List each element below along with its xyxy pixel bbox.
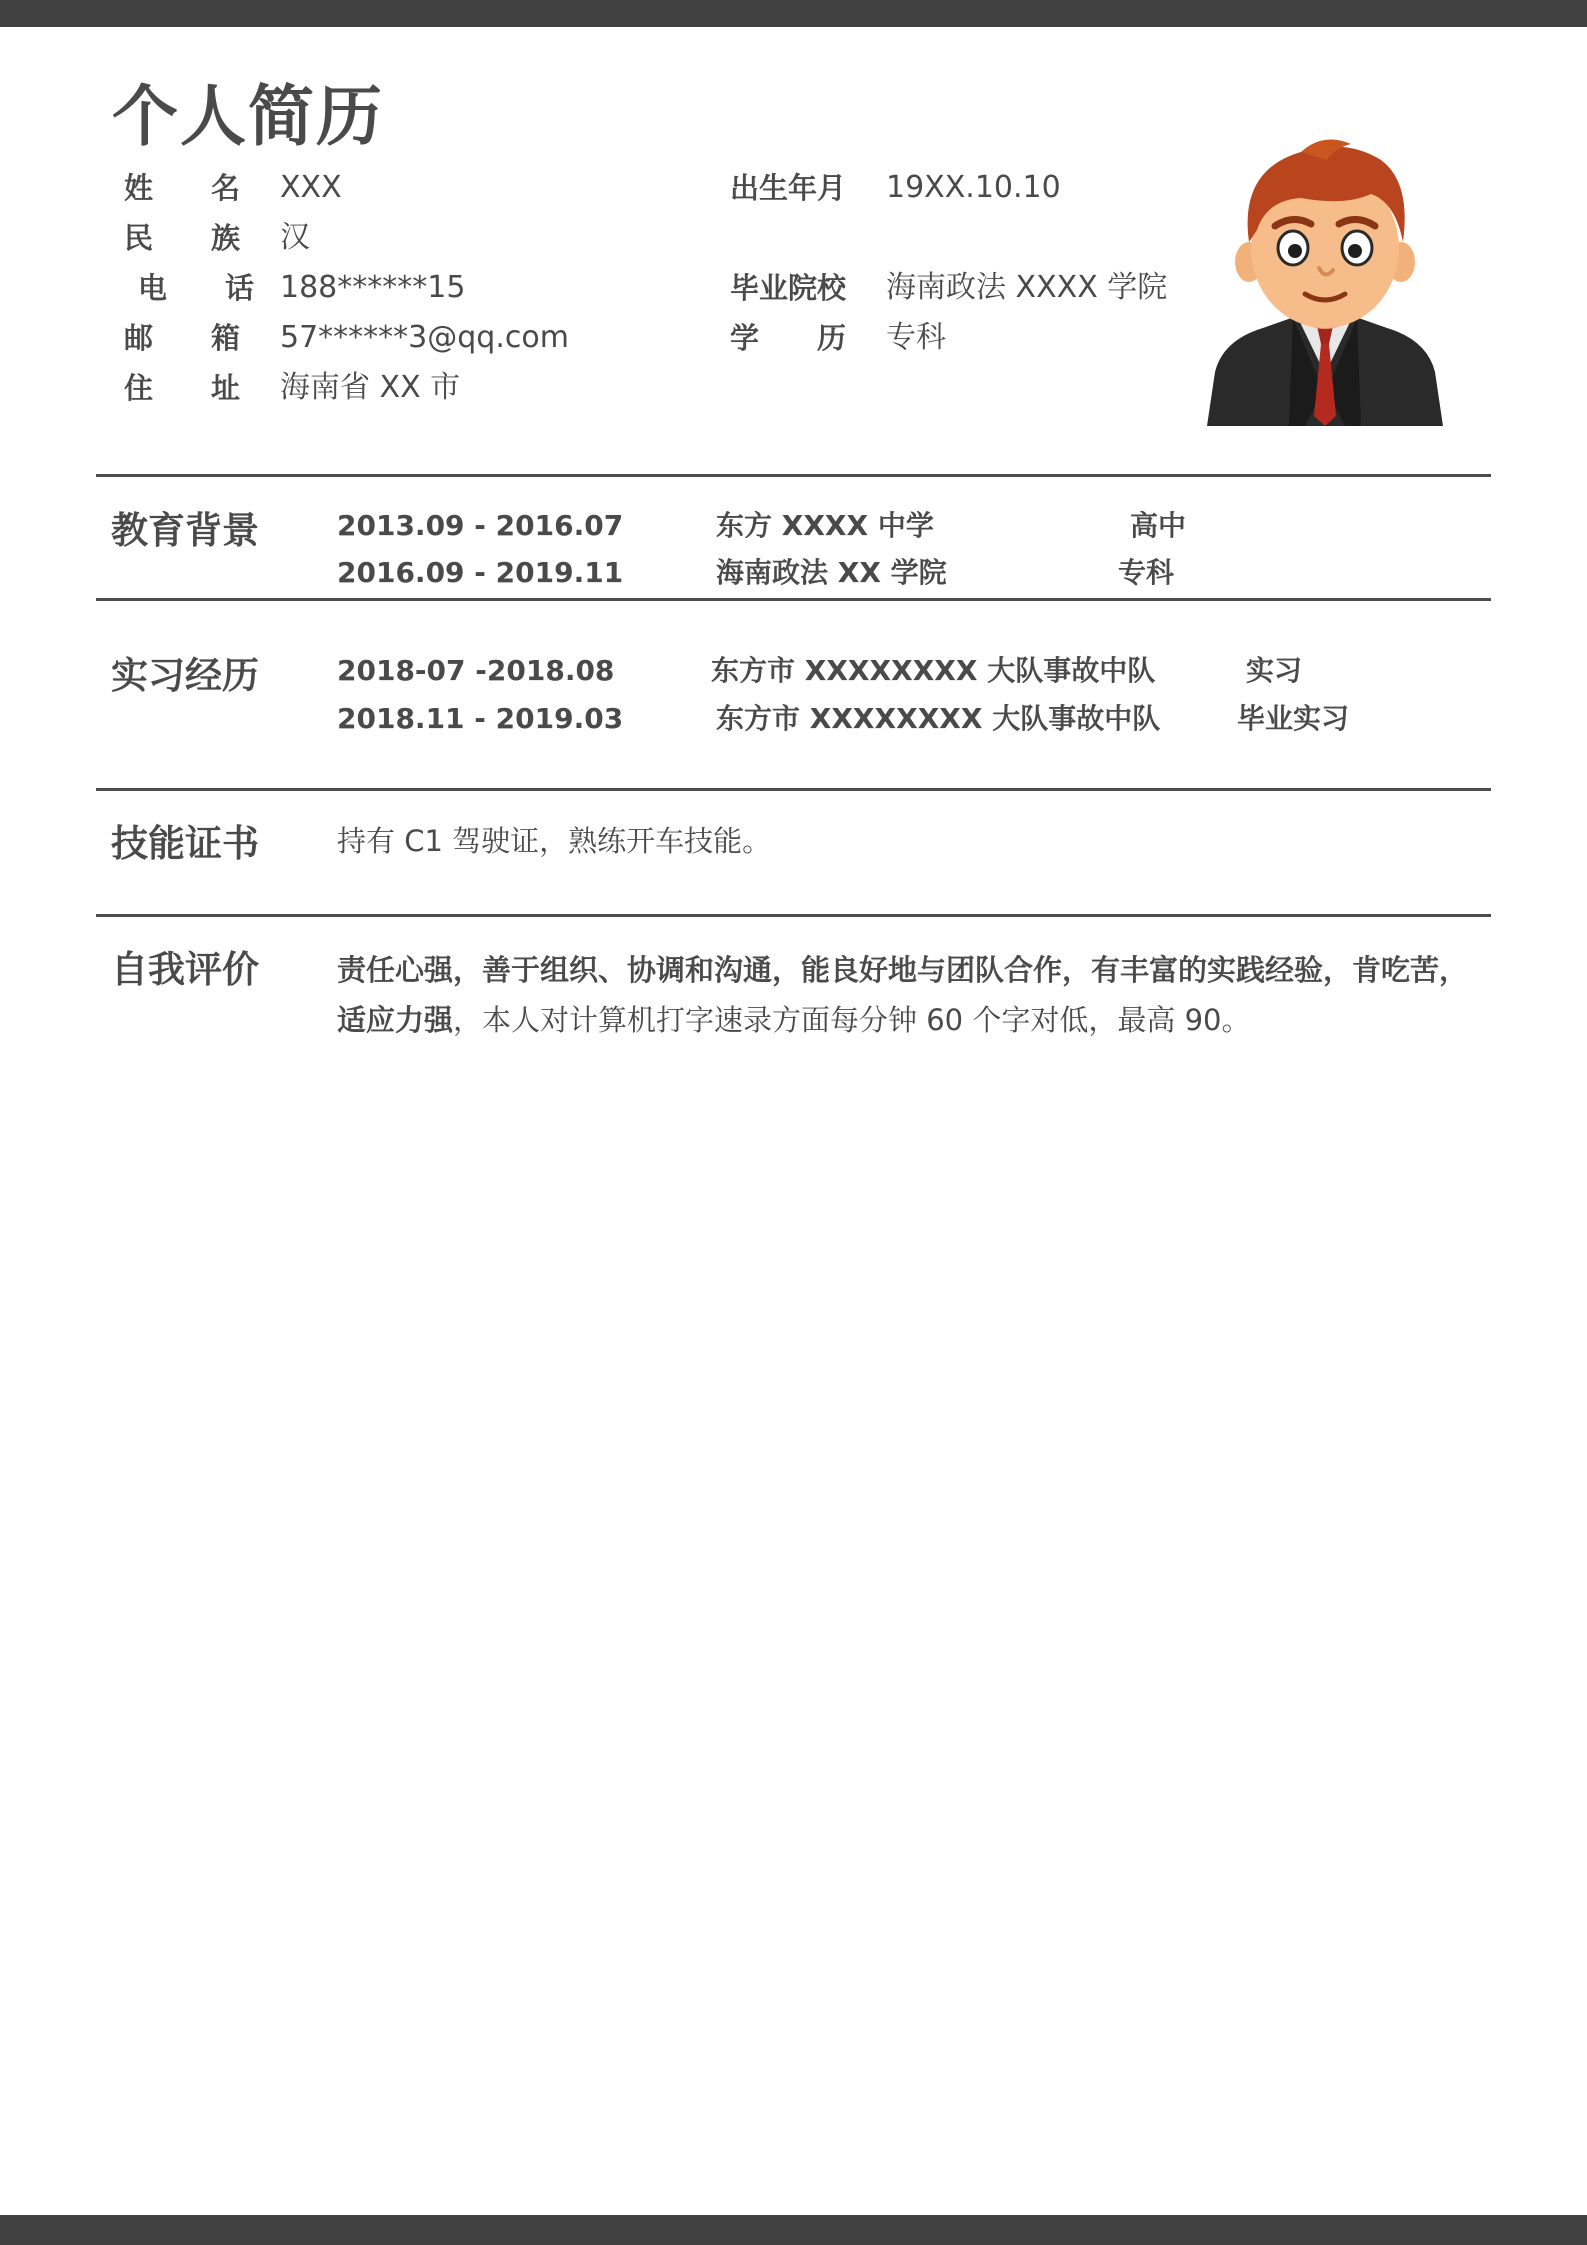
evaluation-text [337,945,1477,1045]
address-value: 海南省 XX 市 [280,370,461,405]
name-value: XXX [280,170,342,205]
education-school-1: 东方 XXXX 中学 [716,509,934,542]
divider-education-top [96,474,1491,477]
birth-label: 出生年月 [730,171,847,205]
phone-value: 188******15 [280,270,466,305]
section-title-evaluation: 自我评价 [111,948,259,991]
section-title-education: 教育背景 [111,509,259,552]
degree-label: 学 历 [730,321,847,355]
education-period-2: 2016.09 - 2019.11 [337,556,624,589]
divider-evaluation-top [96,914,1491,917]
divider-education-bottom [96,598,1491,601]
ethnicity-value: 汉 [280,220,310,255]
email-label: 邮 箱 [124,321,241,355]
name-label: 姓 名 [124,171,241,205]
internship-org-2: 东方市 XXXXXXXX 大队事故中队 [716,702,1161,735]
internship-role-1: 实习 [1246,654,1303,687]
education-level-2: 专科 [1118,556,1175,589]
email-value: 57******3@qq.com [280,320,569,355]
education-school-2: 海南政法 XX 学院 [716,556,947,589]
internship-period-1: 2018-07 -2018.08 [337,654,615,687]
address-label: 住 址 [124,371,241,405]
evaluation-bold-tail: 适应力强 [337,1003,454,1037]
skills-text: 持有 C1 驾驶证，熟练开车技能。 [337,824,772,858]
bottom-bar [0,2215,1587,2245]
section-title-internship: 实习经历 [111,654,259,697]
birth-value: 19XX.10.10 [886,170,1061,205]
internship-org-1: 东方市 XXXXXXXX 大队事故中队 [711,654,1156,687]
internship-period-2: 2018.11 - 2019.03 [337,702,624,735]
school-label: 毕业院校 [730,271,847,305]
evaluation-bold-line: 责任心强，善于组织、协调和沟通，能良好地与团队合作，有丰富的实践经验，肯吃苦， [337,953,1469,987]
degree-value: 专科 [886,320,946,355]
section-title-skills: 技能证书 [111,822,259,865]
avatar-illustration [1205,130,1445,426]
divider-skills-top [96,788,1491,791]
school-value: 海南政法 XXXX 学院 [886,270,1168,305]
education-period-1: 2013.09 - 2016.07 [337,509,624,542]
internship-role-2: 毕业实习 [1237,702,1350,735]
education-level-1: 高中 [1130,509,1187,542]
top-bar [0,0,1587,27]
phone-label: 电 话 [138,271,255,305]
resume-title: 个人简历 [112,78,384,155]
ethnicity-label: 民 族 [124,221,241,255]
evaluation-plain-tail: ，本人对计算机打字速录方面每分钟 60 个字对低，最高 90。 [453,1003,1251,1037]
